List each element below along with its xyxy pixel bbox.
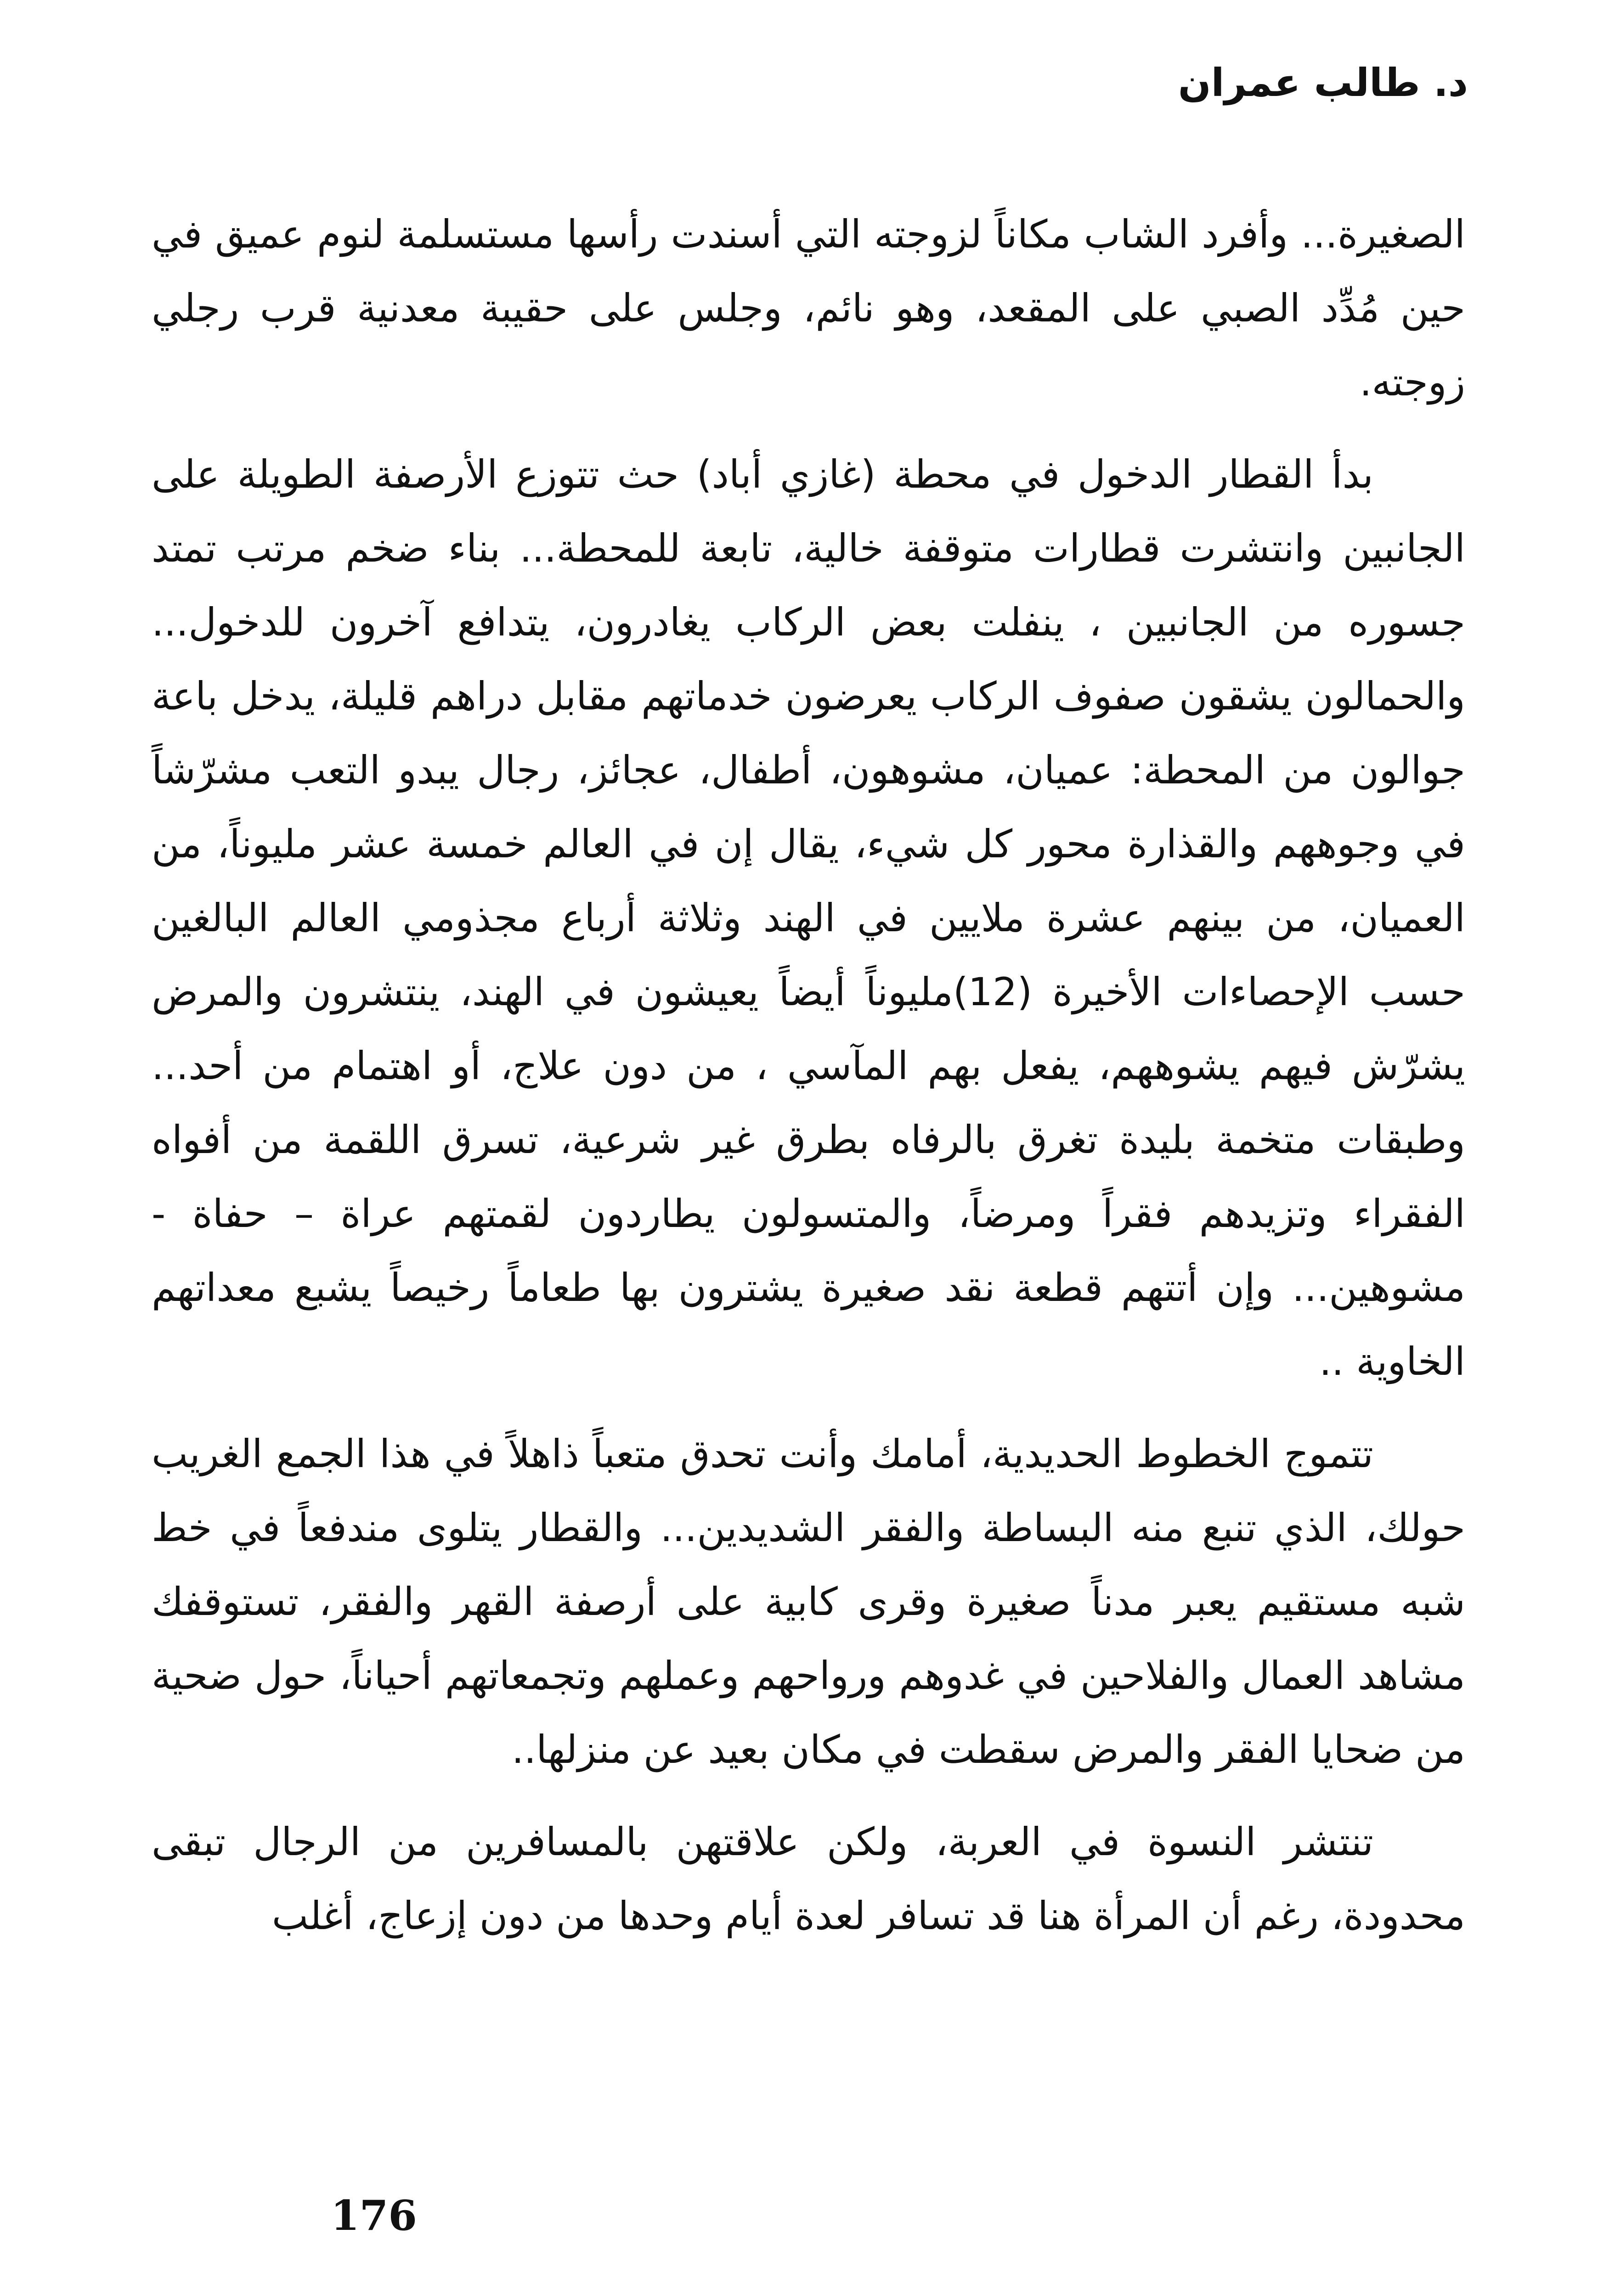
paragraph-3: تتموج الخطوط الحديدية، أمامك وأنت تحدق متعباً ذاهلاً في هذا الجمع الغريب حولك، الذي تنبع منه البساطة والفقر الشديدين... والقطار يتلوى مندفعاً في خط شبه مستقيم يعبر مدناً صغيرة وقرى كابية على أرصفة القهر والفقر، تستوقفك مشاهد العمال والفلاحين في غدوهم ورواحهم وعملهم وتجمعاتهم أحياناً، حول ضحية من ضحايا الفقر والمرض سقطت في مكان بعيد عن منزلها.. xyxy=(152,1431,1465,1772)
paragraph-4: تنتشر النسوة في العربة، ولكن علاقتهن بالمسافرين من الرجال تبقى محدودة، رغم أن المرأة هنا قد تسافر لعدة أيام وحدها من دون إزعاج، أغلب xyxy=(152,1819,1465,1938)
body-text xyxy=(152,197,1465,1971)
paragraph-2: بدأ القطار الدخول في محطة (غازي أباد) حث تتوزع الأرصفة الطويلة على الجانبين وانتشرت قطارات متوقفة خالية، تابعة للمحطة... بناء ضخم مرتب تمتد جسوره من الجانبين ، ينفلت بعض الركاب يغادرون، يتدافع آخرون للدخول... والحمالون يشقون صفوف الركاب يعرضون خدماتهم مقابل دراهم قليلة، يدخل باعة جوالون من المحطة: عميان، مشوهون، أطفال، عجائز، رجال يبدو التعب مشرّشاً في وجوههم والقذارة محور كل شيء، يقال إن في العالم خمسة عشر مليوناً، من العميان، من بينهم عشرة ملايين في الهند وثلاثة أرباع مجذومي العالم البالغين حسب الإحصاءات الأخيرة (12)مليوناً أيضاً يعيشون في الهند، ينتشرون والمرض يشرّش فيهم يشوههم، يفعل بهم المآسي ، من دون علاج، أو اهتمام من أحد... وطبقات متخمة بليدة تغرق بالرفاه بطرق غير شرعية، تسرق اللقمة من أفواه الفقراء وتزيدهم فقراً ومرضاً، والمتسولون يطاردون لقمتهم عراة – حفاة - مشوهين... وإن أتتهم قطعة نقد صغيرة يشترون بها طعاماً رخيصاً يشبع معداتهم الخاوية .. xyxy=(152,452,1465,1384)
paragraph-1: الصغيرة... وأفرد الشاب مكاناً لزوجته التي أسندت رأسها مستسلمة لنوم عميق في حين مُدِّد الصبي على المقعد، وهو نائم، وجلس على حقيبة معدنية قرب رجلي زوجته. xyxy=(152,212,1465,405)
page-number: 176 xyxy=(331,2191,417,2240)
running-header-author: د. طالب عمران xyxy=(1178,60,1468,105)
